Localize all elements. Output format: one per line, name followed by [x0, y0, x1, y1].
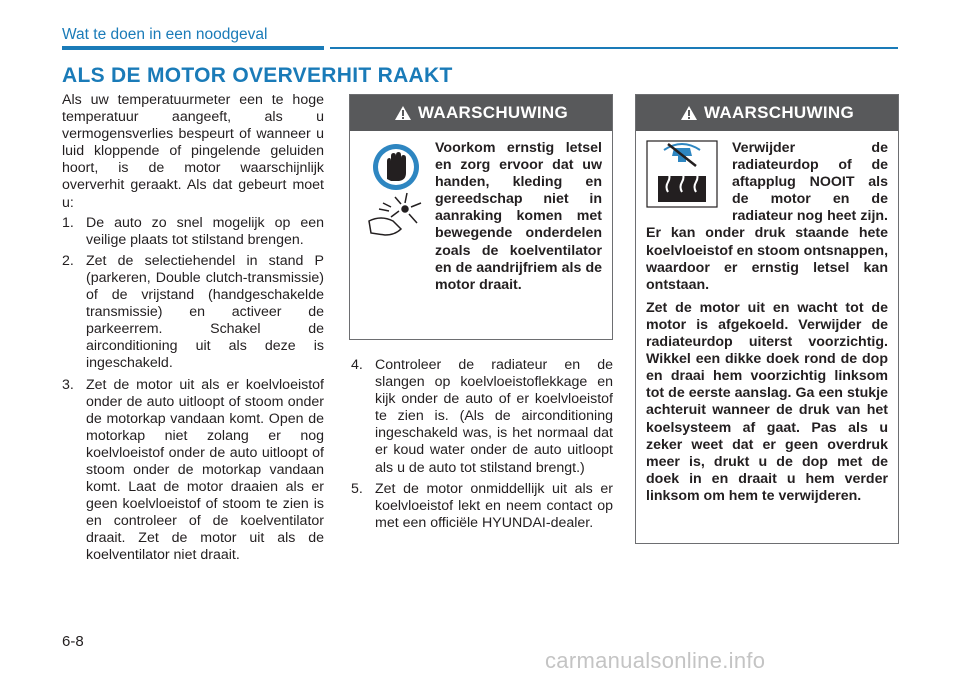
rotating-fan-hazard-icon: [369, 193, 421, 235]
section-header: Wat te doen in een noodgeval: [62, 26, 268, 43]
list-item: 5. Zet de motor onmiddellijk uit als er koelvloeistof lekt en neem contact op met een officiële HYUNDAI-dealer.: [351, 480, 613, 531]
list-item: 4. Controleer de radiateur en de slangen op koelvloeistoflekkage en kijk onder de auto of er koelvloeistof te zien is. (Als de airconditioning ingeschakeld was, is het normaal dat er koud water onder de auto uitloopt als u de auto tot stilstand brengt.): [351, 357, 613, 476]
warning-label: WAARSCHUWING: [418, 103, 568, 122]
watermark: carmanualsonline.info: [545, 648, 766, 673]
warning-header: [636, 95, 898, 131]
page-title: ALS DE MOTOR OVERVERHIT RAAKT: [62, 64, 453, 87]
intro-paragraph: Als uw temperatuurmeter een te hoge temperatuur aangeeft, als u vermogensverlies bespeurt of wanneer u luid kloppende of pingelende geluiden hoort, is de motor waarschijnlijk oververhit geraakt. Als dat gebeurt moet u:: [62, 92, 324, 211]
list-item: 3. Zet de motor uit als er koelvloeistof onder de auto uitloopt of stoom onder de motorkap vandaan komt. Open de motorkap niet zolang er nog koelvloeistof onder de auto uitloopt of stoom onder de motorkap vandaan komt. Laat de motor draaien als er geen koelvloeistof of stoom te zien is en controleer of de koelventilator draait. Zet de motor uit als de koelventilator niet draait.: [62, 376, 324, 564]
warning-header: [350, 95, 612, 131]
header-rule: [330, 47, 898, 49]
warning-box-fan: [349, 94, 613, 340]
list-item: 2. Zet de selectiehendel in stand P (parkeren, Double clutch-transmissie) of de vrijstand (handgeschakelde transmissie) en activeer de parkeerrem. Schakel de airconditioning uit als deze is ingeschakeld.: [62, 252, 324, 372]
left-column: [62, 92, 324, 569]
warning-box-radiator: [635, 94, 899, 544]
warning-triangle-icon: [394, 105, 412, 121]
list-item: 1. De auto zo snel mogelijk op een veilige plaats tot stilstand brengen.: [62, 214, 324, 248]
stop-hand-icon: [361, 143, 431, 239]
warning-paragraph-2: Zet de motor uit en wacht tot de motor is afgekoeld. Verwijder de radiateurdop uiterst voorzichtig. Wikkel een dikke doek rond de dop en draai hem voorzichtig linksom tot de eerste aanslag. Ga een stukje achteruit wanneer de druk van het koelsysteem af gaat. Pas als u zeker weet dat er geen overdruk meer is, drukt u de dop met de doek in en draait u hem verder linksom om hem te verwijderen.: [646, 299, 888, 504]
page-number: 6-8: [62, 633, 84, 650]
steps-list-1: [62, 215, 324, 565]
no-hot-radiator-cap-icon: [646, 140, 718, 208]
warning-text-fan: Voorkom ernstig letsel en zorg ervoor dat uw handen, kleding en gereedschap niet in aanraking komen met bewegende onderdelen zoals de koelventilator en de aandrijfriem als de motor draait.: [435, 140, 602, 293]
right-column: [351, 357, 613, 536]
header-accent-bar: [62, 46, 324, 50]
warning-label: WAARSCHUWING: [704, 103, 854, 122]
warning-triangle-icon: [680, 105, 698, 121]
warning-text-radiator: [646, 140, 888, 511]
warning-paragraph-1: Verwijder de radiateurdop of de aftapplug NOOIT als de motor en de radiateur nog heet zijn. Er kan onder druk staande hete koelvloeistof en stoom ontsnappen, waardoor er ernstig letsel kan ontstaan.: [646, 140, 889, 293]
steps-list-2: [351, 357, 613, 532]
